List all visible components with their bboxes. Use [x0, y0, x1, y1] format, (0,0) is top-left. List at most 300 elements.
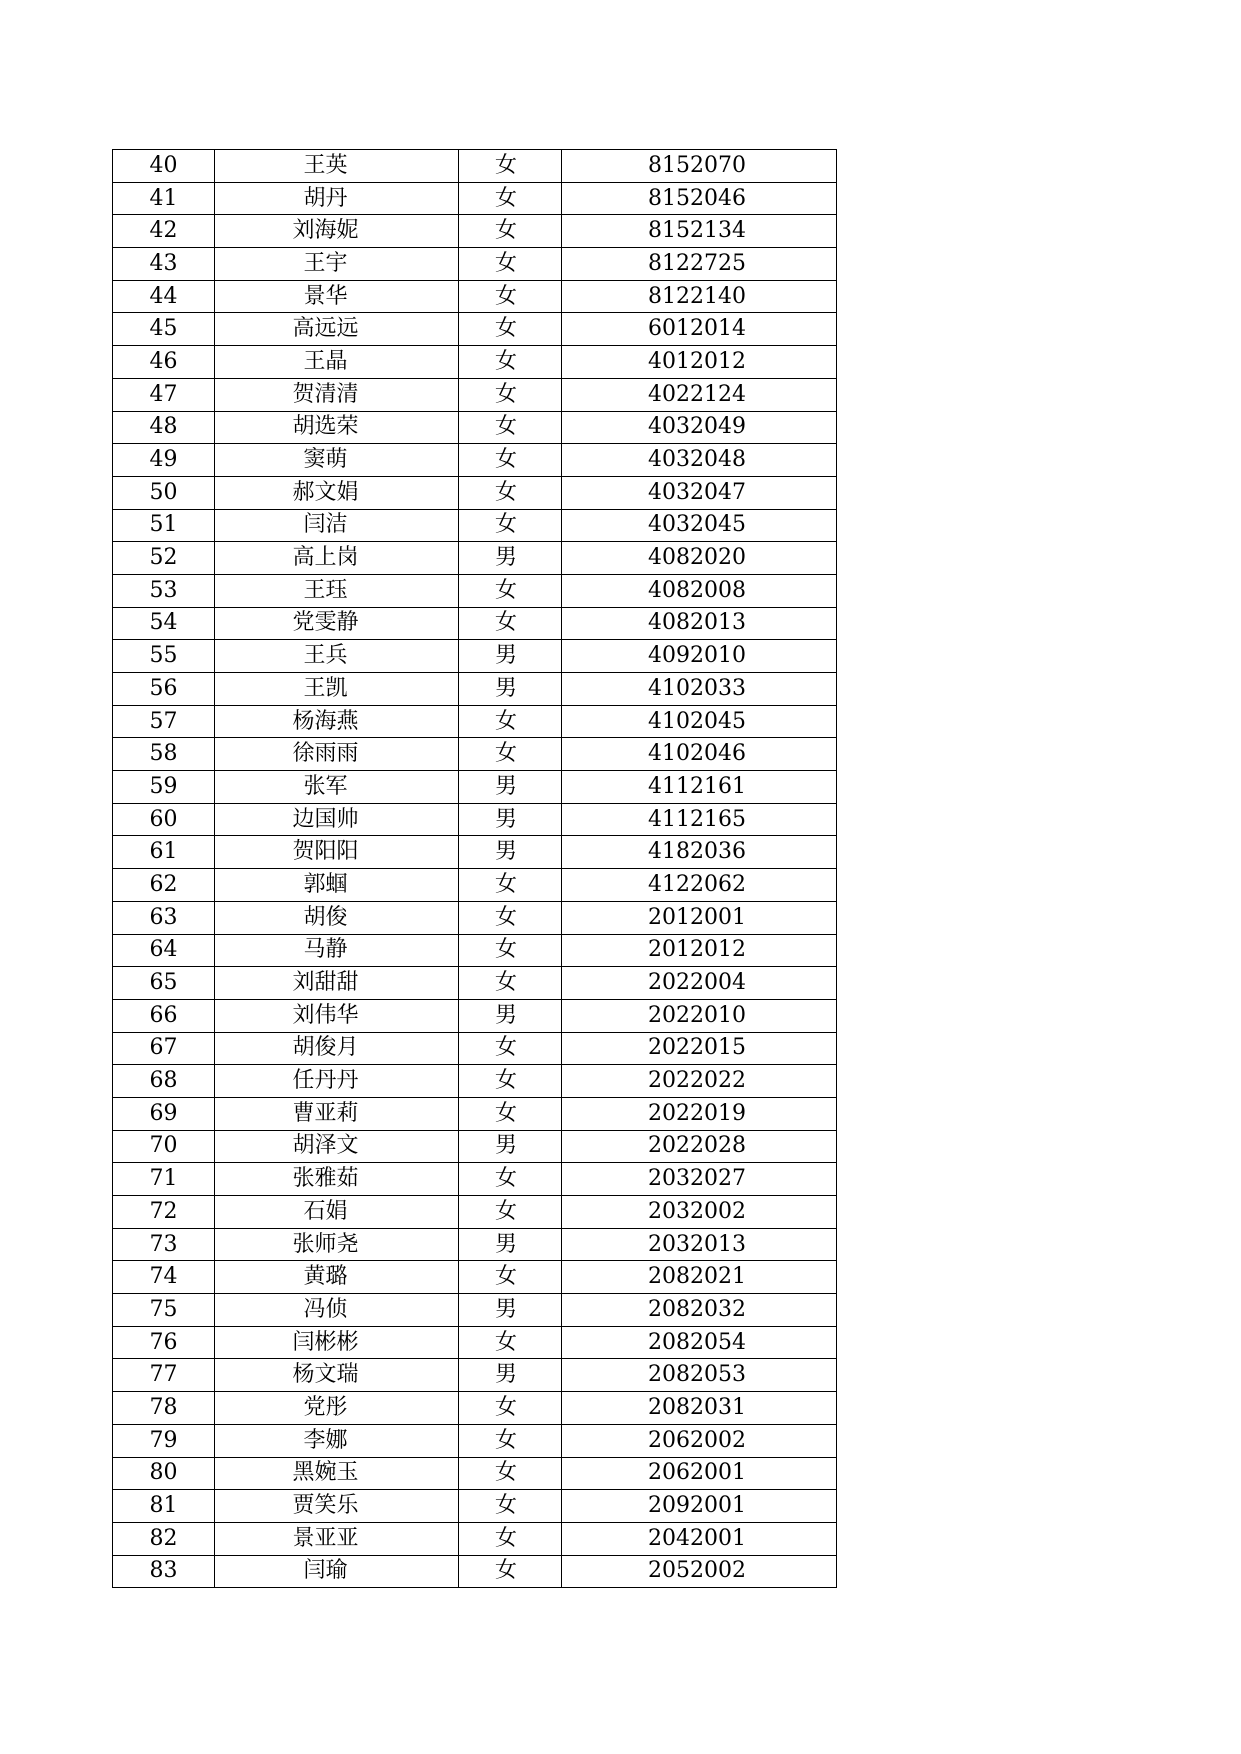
name-cell [215, 1359, 459, 1392]
row-number-cell-text: 60 [149, 806, 178, 832]
table-row [113, 1359, 837, 1392]
gender-cell-text: 女 [494, 152, 517, 178]
name-cell [215, 901, 459, 934]
student-id-cell [562, 1555, 837, 1588]
table-row [113, 673, 837, 706]
table-row [113, 411, 837, 444]
gender-cell [459, 542, 562, 575]
gender-cell-text: 女 [494, 871, 517, 897]
table-row [113, 1065, 837, 1098]
student-id-cell-text: 8122140 [648, 283, 746, 309]
name-cell-text: 景华 [303, 283, 348, 309]
name-cell [215, 1490, 459, 1523]
name-cell-text: 胡俊月 [292, 1035, 359, 1061]
row-number-cell [113, 509, 215, 542]
table-row [113, 150, 837, 183]
gender-cell-text: 女 [494, 381, 517, 407]
row-number-cell [113, 836, 215, 869]
student-id-cell [562, 673, 837, 706]
name-cell-text: 杨文瑞 [292, 1362, 359, 1388]
student-id-cell-text: 4012012 [648, 348, 746, 374]
student-id-cell-text: 4102045 [648, 708, 746, 734]
name-cell [215, 182, 459, 215]
gender-cell [459, 378, 562, 411]
name-cell [215, 248, 459, 281]
row-number-cell [113, 476, 215, 509]
gender-cell [459, 1457, 562, 1490]
gender-cell-text: 女 [494, 970, 517, 996]
name-cell-text: 刘甜甜 [292, 970, 359, 996]
name-cell [215, 1294, 459, 1327]
student-id-cell [562, 1032, 837, 1065]
student-id-cell [562, 411, 837, 444]
name-cell-text: 徐雨雨 [292, 741, 359, 767]
name-cell [215, 509, 459, 542]
student-id-cell-text: 2012012 [648, 937, 746, 963]
student-id-cell-text: 2062001 [648, 1460, 746, 1486]
name-cell-text: 胡泽文 [292, 1133, 359, 1159]
student-id-cell [562, 1359, 837, 1392]
gender-cell [459, 509, 562, 542]
student-id-cell-text: 2082032 [648, 1296, 746, 1322]
row-number-cell [113, 1261, 215, 1294]
row-number-cell-text: 73 [149, 1231, 178, 1257]
table-row [113, 1294, 837, 1327]
name-cell [215, 640, 459, 673]
table-row [113, 934, 837, 967]
student-id-cell [562, 967, 837, 1000]
table-row [113, 607, 837, 640]
student-id-cell [562, 1228, 837, 1261]
name-cell-text: 王凯 [303, 675, 348, 701]
student-id-cell-text: 4092010 [648, 643, 746, 669]
student-id-cell [562, 1130, 837, 1163]
student-id-cell-text: 8152070 [648, 152, 746, 178]
table-row [113, 640, 837, 673]
row-number-cell-text: 46 [149, 348, 178, 374]
name-cell [215, 803, 459, 836]
row-number-cell-text: 45 [149, 316, 178, 342]
row-number-cell [113, 411, 215, 444]
gender-cell-text: 男 [494, 545, 517, 571]
gender-cell-text: 女 [494, 1068, 517, 1094]
name-cell [215, 934, 459, 967]
table-row [113, 280, 837, 313]
row-number-cell-text: 52 [149, 545, 178, 571]
table-row [113, 476, 837, 509]
gender-cell-text: 女 [494, 1460, 517, 1486]
row-number-cell-text: 57 [149, 708, 178, 734]
row-number-cell-text: 58 [149, 741, 178, 767]
row-number-cell [113, 738, 215, 771]
gender-cell [459, 1326, 562, 1359]
table-row [113, 1130, 837, 1163]
table-row [113, 378, 837, 411]
gender-cell [459, 1555, 562, 1588]
gender-cell [459, 215, 562, 248]
row-number-cell-text: 76 [149, 1329, 178, 1355]
student-id-cell-text: 2082053 [648, 1362, 746, 1388]
name-cell [215, 999, 459, 1032]
gender-cell [459, 1424, 562, 1457]
name-cell-text: 曹亚莉 [292, 1100, 359, 1126]
gender-cell-text: 女 [494, 1525, 517, 1551]
gender-cell [459, 182, 562, 215]
row-number-cell-text: 71 [149, 1166, 178, 1192]
gender-cell [459, 673, 562, 706]
gender-cell [459, 444, 562, 477]
name-cell [215, 280, 459, 313]
student-id-cell [562, 640, 837, 673]
row-number-cell [113, 1032, 215, 1065]
gender-cell-text: 女 [494, 1558, 517, 1584]
student-id-cell [562, 542, 837, 575]
row-number-cell-text: 64 [149, 937, 178, 963]
student-id-cell [562, 771, 837, 804]
gender-cell-text: 男 [494, 839, 517, 865]
student-id-cell-text: 2042001 [648, 1525, 746, 1551]
student-id-cell [562, 705, 837, 738]
name-cell [215, 411, 459, 444]
gender-cell-text: 女 [494, 185, 517, 211]
name-cell-text: 胡丹 [303, 185, 348, 211]
row-number-cell-text: 62 [149, 871, 178, 897]
student-id-cell-text: 2012001 [648, 904, 746, 930]
gender-cell [459, 280, 562, 313]
row-number-cell-text: 61 [149, 839, 178, 865]
student-id-cell-text: 2092001 [648, 1493, 746, 1519]
name-cell-text: 高远远 [292, 316, 359, 342]
student-id-cell [562, 1065, 837, 1098]
gender-cell [459, 1261, 562, 1294]
gender-cell [459, 1294, 562, 1327]
student-id-cell [562, 1326, 837, 1359]
gender-cell [459, 967, 562, 1000]
student-id-cell [562, 313, 837, 346]
table-row [113, 771, 837, 804]
student-id-cell [562, 280, 837, 313]
row-number-cell-text: 68 [149, 1068, 178, 1094]
student-id-cell-text: 2062002 [648, 1427, 746, 1453]
student-id-cell-text: 2022028 [648, 1133, 746, 1159]
name-cell [215, 673, 459, 706]
student-id-cell [562, 574, 837, 607]
student-id-cell [562, 836, 837, 869]
gender-cell-text: 男 [494, 1002, 517, 1028]
row-number-cell [113, 574, 215, 607]
gender-cell-text: 男 [494, 1362, 517, 1388]
name-cell-text: 张军 [303, 773, 348, 799]
student-id-cell [562, 509, 837, 542]
student-id-cell-text: 2032013 [648, 1231, 746, 1257]
row-number-cell [113, 1294, 215, 1327]
row-number-cell-text: 82 [149, 1525, 178, 1551]
table-row [113, 1228, 837, 1261]
gender-cell [459, 705, 562, 738]
name-cell [215, 705, 459, 738]
name-cell [215, 1261, 459, 1294]
gender-cell [459, 771, 562, 804]
row-number-cell-text: 49 [149, 447, 178, 473]
row-number-cell [113, 1424, 215, 1457]
row-number-cell-text: 56 [149, 675, 178, 701]
name-cell [215, 1326, 459, 1359]
student-id-cell-text: 2022004 [648, 970, 746, 996]
student-id-cell [562, 182, 837, 215]
gender-cell-text: 女 [494, 512, 517, 538]
table-row [113, 1196, 837, 1229]
student-id-cell-text: 2022022 [648, 1068, 746, 1094]
name-cell [215, 1130, 459, 1163]
name-cell [215, 215, 459, 248]
name-cell [215, 1163, 459, 1196]
student-id-cell [562, 1097, 837, 1130]
gender-cell [459, 1490, 562, 1523]
row-number-cell-text: 40 [149, 152, 178, 178]
student-id-cell [562, 607, 837, 640]
row-number-cell-text: 77 [149, 1362, 178, 1388]
gender-cell-text: 男 [494, 675, 517, 701]
table-row [113, 1261, 837, 1294]
row-number-cell [113, 346, 215, 379]
row-number-cell [113, 313, 215, 346]
table-row [113, 182, 837, 215]
table-row [113, 901, 837, 934]
gender-cell-text: 女 [494, 741, 517, 767]
student-id-cell-text: 4082020 [648, 545, 746, 571]
name-cell [215, 346, 459, 379]
row-number-cell [113, 771, 215, 804]
name-cell-text: 闫彬彬 [292, 1329, 359, 1355]
row-number-cell [113, 1522, 215, 1555]
name-cell-text: 李娜 [303, 1427, 348, 1453]
row-number-cell-text: 48 [149, 414, 178, 440]
student-id-cell-text: 4112165 [648, 806, 746, 832]
student-id-cell [562, 1457, 837, 1490]
row-number-cell-text: 79 [149, 1427, 178, 1453]
student-id-cell [562, 1294, 837, 1327]
name-cell-text: 王宇 [303, 250, 348, 276]
name-cell [215, 836, 459, 869]
name-cell [215, 1457, 459, 1490]
student-id-cell-text: 4032047 [648, 479, 746, 505]
student-id-cell-text: 4082013 [648, 610, 746, 636]
name-cell-text: 胡选荣 [292, 414, 359, 440]
gender-cell [459, 901, 562, 934]
gender-cell [459, 411, 562, 444]
table-row [113, 215, 837, 248]
gender-cell [459, 1097, 562, 1130]
name-cell-text: 黄璐 [303, 1264, 348, 1290]
student-id-cell [562, 248, 837, 281]
student-id-cell-text: 4082008 [648, 577, 746, 603]
row-number-cell [113, 248, 215, 281]
gender-cell [459, 836, 562, 869]
name-cell-text: 王兵 [303, 643, 348, 669]
name-cell [215, 150, 459, 183]
row-number-cell-text: 70 [149, 1133, 178, 1159]
student-id-cell-text: 2022015 [648, 1035, 746, 1061]
student-id-cell-text: 2022010 [648, 1002, 746, 1028]
gender-cell [459, 869, 562, 902]
name-cell [215, 574, 459, 607]
student-id-cell-text: 6012014 [648, 316, 746, 342]
student-id-cell-text: 4032048 [648, 447, 746, 473]
row-number-cell [113, 869, 215, 902]
gender-cell [459, 476, 562, 509]
row-number-cell [113, 1196, 215, 1229]
gender-cell [459, 346, 562, 379]
row-number-cell-text: 66 [149, 1002, 178, 1028]
row-number-cell [113, 1457, 215, 1490]
gender-cell-text: 女 [494, 283, 517, 309]
student-id-cell [562, 869, 837, 902]
gender-cell [459, 738, 562, 771]
gender-cell [459, 1522, 562, 1555]
gender-cell-text: 女 [494, 610, 517, 636]
gender-cell-text: 男 [494, 806, 517, 832]
gender-cell-text: 女 [494, 1329, 517, 1355]
row-number-cell-text: 51 [149, 512, 178, 538]
gender-cell-text: 女 [494, 904, 517, 930]
row-number-cell [113, 1490, 215, 1523]
name-cell-text: 闫洁 [303, 512, 348, 538]
student-id-cell [562, 1261, 837, 1294]
name-cell [215, 378, 459, 411]
student-id-cell-text: 2082031 [648, 1394, 746, 1420]
gender-cell [459, 1228, 562, 1261]
table-row [113, 738, 837, 771]
name-cell-text: 贺阳阳 [292, 839, 359, 865]
student-id-cell [562, 1392, 837, 1425]
row-number-cell-text: 83 [149, 1558, 178, 1584]
gender-cell [459, 1163, 562, 1196]
student-id-cell [562, 738, 837, 771]
student-id-cell [562, 1522, 837, 1555]
name-cell-text: 党雯静 [292, 610, 359, 636]
row-number-cell [113, 1065, 215, 1098]
gender-cell [459, 1032, 562, 1065]
name-cell-text: 胡俊 [303, 904, 348, 930]
student-id-cell [562, 1490, 837, 1523]
gender-cell [459, 803, 562, 836]
row-number-cell-text: 78 [149, 1394, 178, 1420]
row-number-cell [113, 280, 215, 313]
row-number-cell [113, 999, 215, 1032]
gender-cell [459, 1065, 562, 1098]
student-id-cell-text: 4022124 [648, 381, 746, 407]
gender-cell [459, 640, 562, 673]
row-number-cell [113, 640, 215, 673]
row-number-cell [113, 215, 215, 248]
row-number-cell-text: 44 [149, 283, 178, 309]
row-number-cell-text: 74 [149, 1264, 178, 1290]
student-id-cell-text: 2032027 [648, 1166, 746, 1192]
row-number-cell [113, 803, 215, 836]
row-number-cell [113, 1326, 215, 1359]
student-id-cell-text: 2022019 [648, 1100, 746, 1126]
student-id-cell-text: 8152134 [648, 218, 746, 244]
row-number-cell [113, 934, 215, 967]
gender-cell-text: 女 [494, 316, 517, 342]
roster-table [112, 149, 837, 1588]
name-cell [215, 869, 459, 902]
row-number-cell [113, 1163, 215, 1196]
table-row [113, 803, 837, 836]
student-id-cell-text: 4032045 [648, 512, 746, 538]
name-cell-text: 景亚亚 [292, 1525, 359, 1551]
name-cell-text: 郭蝈 [303, 871, 348, 897]
gender-cell [459, 934, 562, 967]
name-cell [215, 1196, 459, 1229]
table-row [113, 1490, 837, 1523]
name-cell [215, 607, 459, 640]
table-row [113, 346, 837, 379]
gender-cell [459, 1392, 562, 1425]
gender-cell-text: 女 [494, 414, 517, 440]
row-number-cell [113, 378, 215, 411]
table-row [113, 705, 837, 738]
gender-cell-text: 女 [494, 1427, 517, 1453]
gender-cell-text: 男 [494, 643, 517, 669]
row-number-cell [113, 1228, 215, 1261]
name-cell [215, 771, 459, 804]
table-row [113, 1457, 837, 1490]
table-row [113, 1163, 837, 1196]
row-number-cell-text: 75 [149, 1296, 178, 1322]
student-id-cell-text: 4112161 [648, 773, 746, 799]
name-cell-text: 贾笑乐 [292, 1493, 359, 1519]
table-row [113, 542, 837, 575]
student-id-cell-text: 4032049 [648, 414, 746, 440]
table-row [113, 1032, 837, 1065]
student-id-cell [562, 1196, 837, 1229]
student-id-cell-text: 2082021 [648, 1264, 746, 1290]
row-number-cell [113, 444, 215, 477]
student-id-cell-text: 8152046 [648, 185, 746, 211]
student-id-cell [562, 444, 837, 477]
name-cell [215, 1097, 459, 1130]
student-id-cell [562, 215, 837, 248]
name-cell-text: 任丹丹 [292, 1068, 359, 1094]
name-cell [215, 542, 459, 575]
name-cell [215, 1424, 459, 1457]
row-number-cell-text: 50 [149, 479, 178, 505]
gender-cell [459, 150, 562, 183]
name-cell-text: 闫瑜 [303, 1558, 348, 1584]
student-id-cell-text: 8122725 [648, 250, 746, 276]
student-id-cell [562, 476, 837, 509]
student-id-cell-text: 4102033 [648, 675, 746, 701]
student-id-cell [562, 1163, 837, 1196]
gender-cell [459, 999, 562, 1032]
name-cell-text: 马静 [303, 937, 348, 963]
table-row [113, 1555, 837, 1588]
name-cell-text: 郝文娟 [292, 479, 359, 505]
gender-cell-text: 女 [494, 1493, 517, 1519]
table-row [113, 313, 837, 346]
student-id-cell [562, 999, 837, 1032]
name-cell [215, 738, 459, 771]
name-cell [215, 1522, 459, 1555]
name-cell-text: 杨海燕 [292, 708, 359, 734]
gender-cell-text: 女 [494, 1035, 517, 1061]
row-number-cell-text: 42 [149, 218, 178, 244]
row-number-cell-text: 54 [149, 610, 178, 636]
gender-cell-text: 男 [494, 1231, 517, 1257]
name-cell [215, 1065, 459, 1098]
row-number-cell [113, 182, 215, 215]
